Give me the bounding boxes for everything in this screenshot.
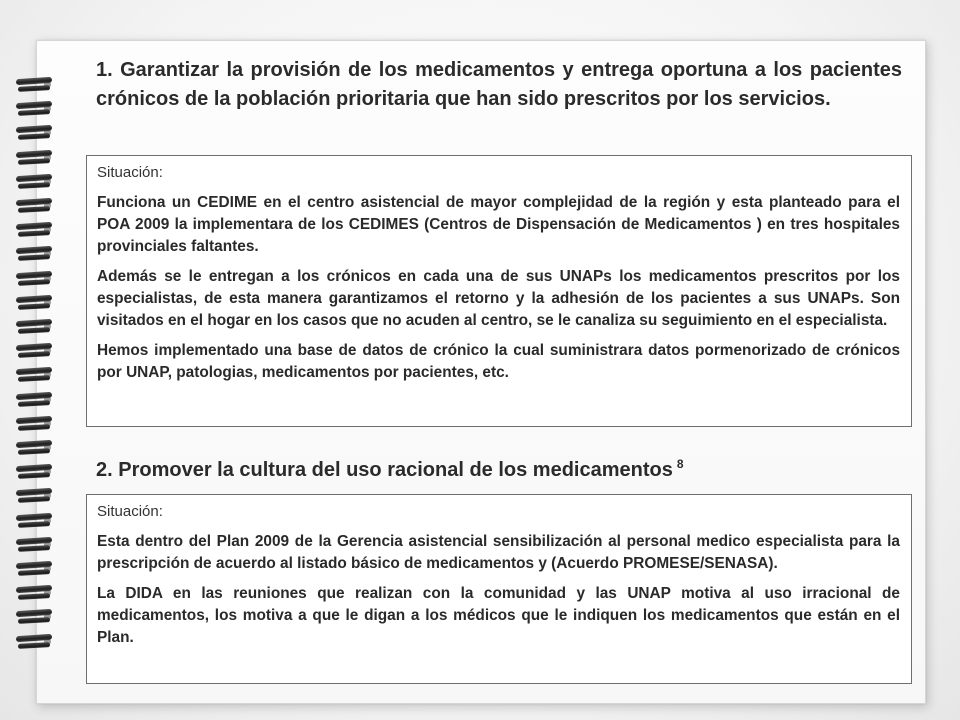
- binding-ring-icon: [14, 439, 58, 457]
- binding-ring-icon: [14, 608, 58, 626]
- binding-ring-icon: [14, 463, 58, 481]
- section2-situation-box: [86, 494, 912, 684]
- section2-heading-text: 2. Promover la cultura del uso racional de los medicamentos: [96, 459, 673, 481]
- section1-heading: 1. Garantizar la provisión de los medicamentos y entrega oportuna a los pacientes crónicos de la población prioritaria que han sido prescritos por los servicios.: [96, 59, 902, 110]
- binding-ring-icon: [14, 149, 58, 167]
- section2-paragraph-2: La DIDA en las reuniones que realizan con la comunidad y las UNAP motiva al uso irracional de medicamentos, los motiva a que le digan a los médicos que le indiquen los medicamentos que están en el Plan.: [97, 585, 900, 646]
- section2-paragraph-1: Esta dentro del Plan 2009 de la Gerencia asistencial sensibilización al personal medico especialista para la prescripción de acuerdo al listado básico de medicamentos y (Acuerdo PROMESE/SENASA).: [97, 533, 900, 572]
- binding-ring-icon: [14, 124, 58, 142]
- binding-ring-icon: [14, 366, 58, 384]
- binding-ring-icon: [14, 536, 58, 554]
- binding-ring-icon: [14, 100, 58, 118]
- section1-paragraph-1: Funciona un CEDIME en el centro asistencial de mayor complejidad de la región y esta planteado para el POA 2009 la implementara de los CEDIMES (Centros de Dispensación de Medicamentos ) en tres hospitales provinciales faltantes.: [97, 194, 900, 255]
- section2-situation-label: Situación:: [97, 503, 163, 520]
- binding-ring-icon: [14, 584, 58, 602]
- section1-situation-label: Situación:: [97, 164, 163, 181]
- binding-ring-icon: [14, 221, 58, 239]
- binding-ring-icon: [14, 415, 58, 433]
- section1-paragraph-3: Hemos implementado una base de datos de crónico la cual suministrara datos pormenorizado de crónicos por UNAP, patologias, medicamentos por pacientes, etc.: [97, 342, 900, 381]
- binding-ring-icon: [14, 197, 58, 215]
- binding-ring-icon: [14, 487, 58, 505]
- binding-ring-icon: [14, 512, 58, 530]
- binding-ring-icon: [14, 560, 58, 578]
- section2-heading: [96, 450, 902, 485]
- binding-ring-icon: [14, 270, 58, 288]
- section2-footnote: 8: [676, 457, 684, 471]
- binding-ring-icon: [14, 294, 58, 312]
- binding-ring-icon: [14, 245, 58, 263]
- spiral-binding-icon: [14, 76, 60, 656]
- section1-situation-box: [86, 155, 912, 427]
- binding-ring-icon: [14, 173, 58, 191]
- binding-ring-icon: [14, 633, 58, 651]
- binding-ring-icon: [14, 342, 58, 360]
- binding-ring-icon: [14, 76, 58, 94]
- binding-ring-icon: [14, 391, 58, 409]
- binding-ring-icon: [14, 318, 58, 336]
- section1-paragraph-2: Además se le entregan a los crónicos en cada una de sus UNAPs los medicamentos prescritos por los especialistas, de esta manera garantizamos el retorno y la adhesión de los pacientes a sus UNAPs. Son visitados en el hogar en los casos que no acuden al centro, se le canaliza su seguimiento en el especialista.: [97, 268, 900, 329]
